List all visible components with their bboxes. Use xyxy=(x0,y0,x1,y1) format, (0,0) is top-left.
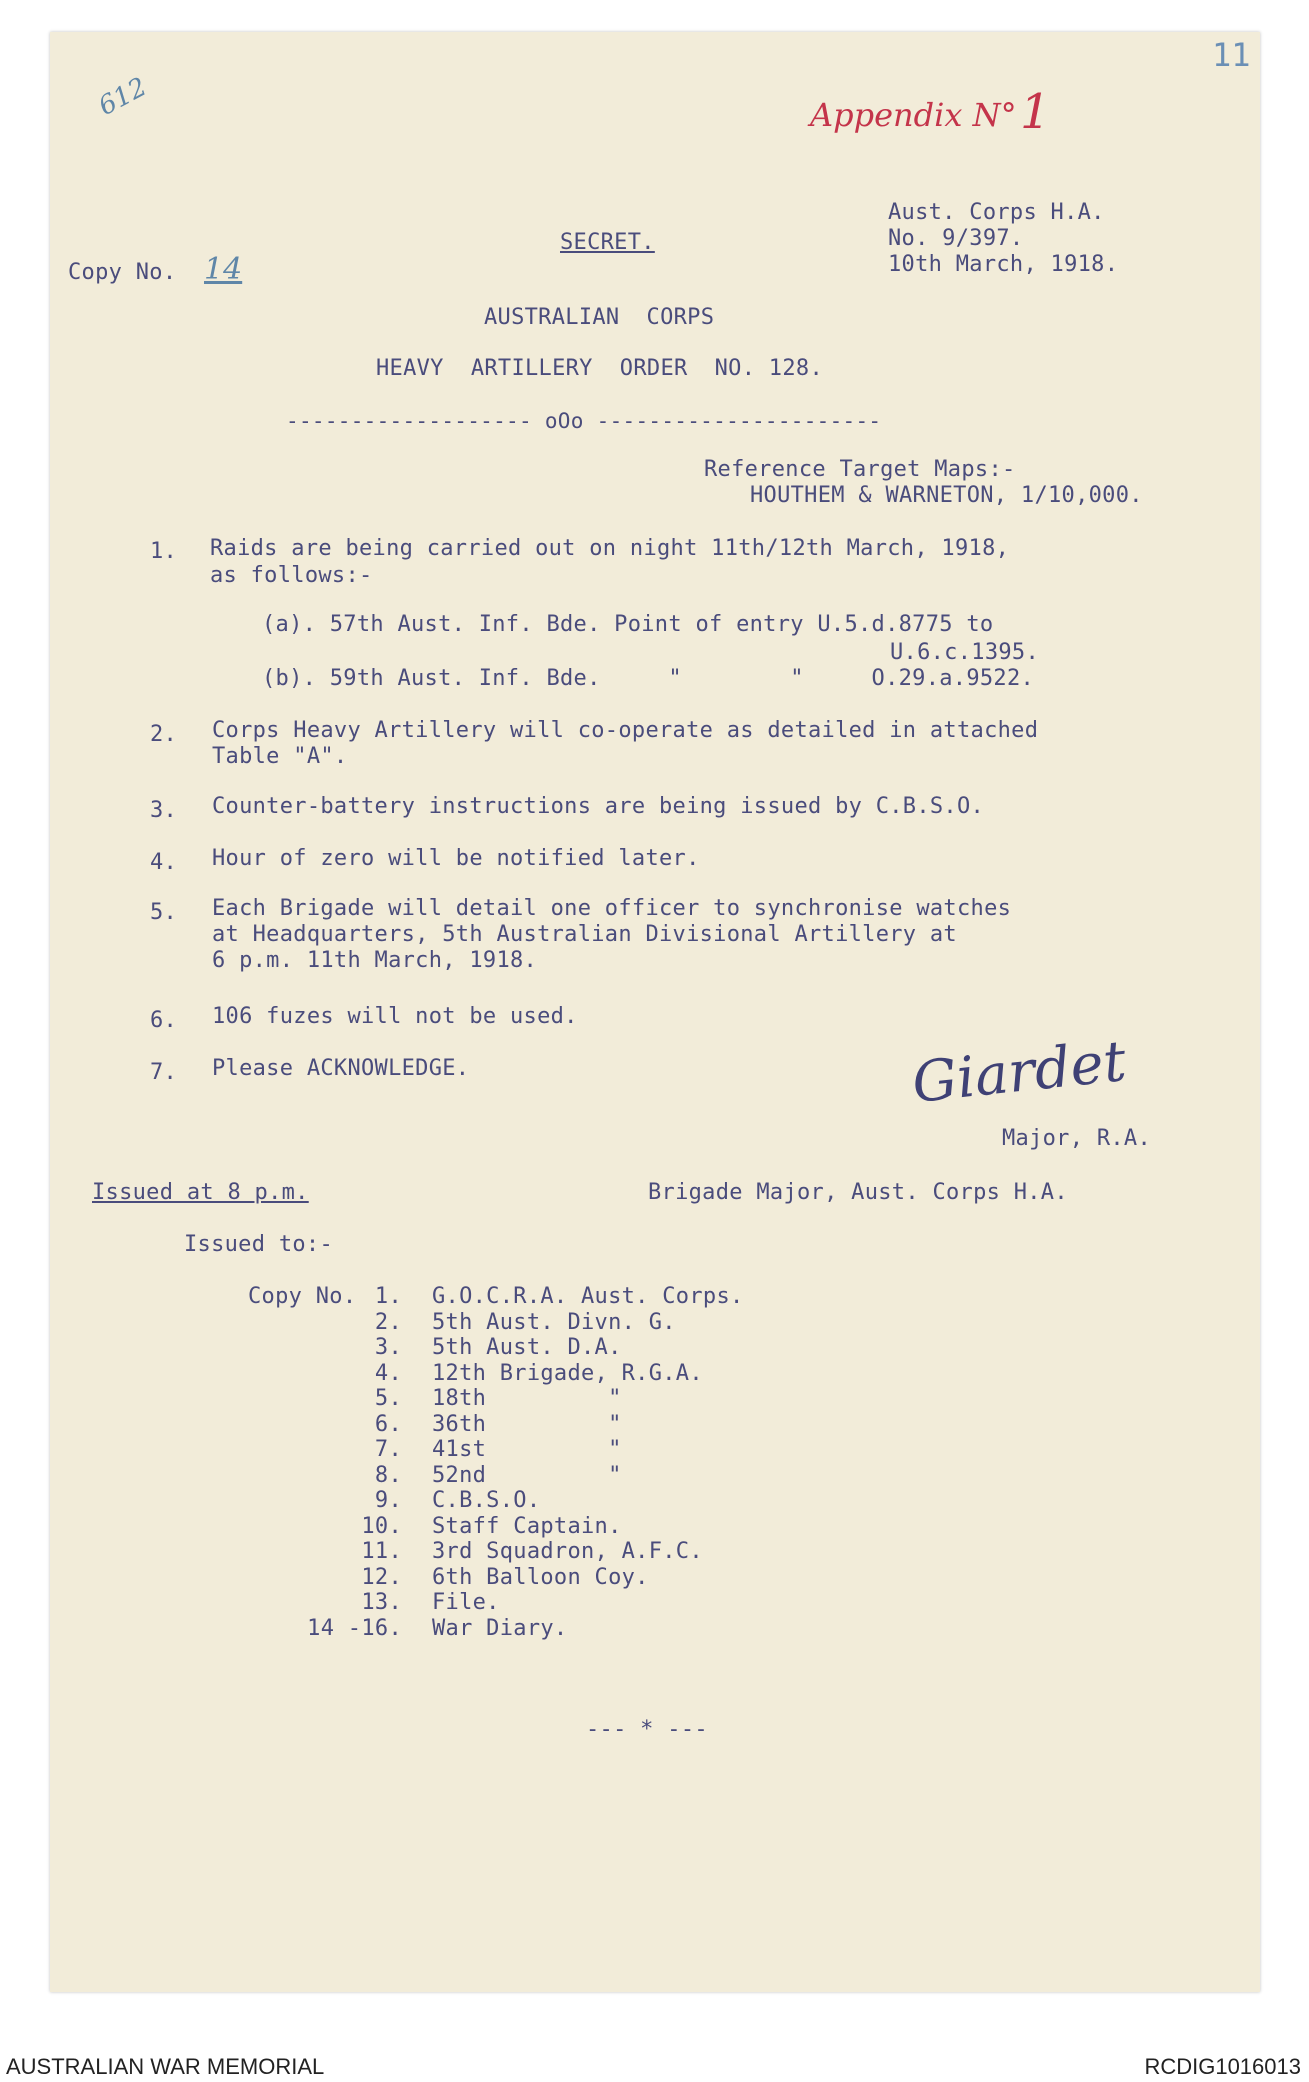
para-2-number: 2. xyxy=(150,722,178,747)
copy-number: 7. xyxy=(374,1437,402,1462)
para-6: 106 fuzes will not be used. xyxy=(212,1004,578,1029)
copy-number: 3. xyxy=(374,1335,402,1360)
copy-recipient: 52nd " xyxy=(432,1462,622,1488)
appendix-label: Appendix N° xyxy=(810,96,1017,134)
para-5-line-3: 6 p.m. 11th March, 1918. xyxy=(212,948,538,973)
copy-number: 1. xyxy=(374,1284,402,1309)
copy-recipient: C.B.S.O. xyxy=(432,1488,541,1513)
para-5-line-2: at Headquarters, 5th Australian Divisional Artillery at xyxy=(212,922,957,947)
copy-number: 11. xyxy=(361,1539,402,1564)
para-1-line-1: Raids are being carried out on night 11th/12th March, 1918, xyxy=(210,536,1010,561)
pencil-number: 612 xyxy=(93,72,152,122)
copy-recipient: Staff Captain. xyxy=(432,1513,622,1539)
copy-number: 12. xyxy=(361,1564,402,1590)
copy-recipient: G.O.C.R.A. Aust. Corps. xyxy=(432,1284,744,1309)
para-4-number: 4. xyxy=(150,850,178,875)
copy-number: 4. xyxy=(374,1360,402,1386)
para-3: Counter-battery instructions are being issued by C.B.S.O. xyxy=(212,794,985,819)
para-6-number: 6. xyxy=(150,1008,178,1033)
para-1a: (a). 57th Aust. Inf. Bde. Point of entry U.5.d.8775 to xyxy=(262,612,994,637)
copy-number-handwritten: 14 xyxy=(204,252,243,287)
para-7: Please ACKNOWLEDGE. xyxy=(212,1056,470,1081)
para-3-number: 3. xyxy=(150,798,178,823)
copy-no-label: Copy No. xyxy=(68,260,177,285)
copy-number: 2. xyxy=(374,1309,402,1335)
copy-number: 8. xyxy=(374,1462,402,1488)
page-number: 11 xyxy=(1212,36,1251,74)
copy-recipient: 5th Aust. D.A. xyxy=(432,1335,622,1360)
para-5-number: 5. xyxy=(150,900,178,925)
para-2-line-1: Corps Heavy Artillery will co-operate as detailed in attached xyxy=(212,718,1039,743)
copy-recipient: War Diary. xyxy=(432,1615,568,1641)
issued-at: Issued at 8 p.m. xyxy=(92,1180,309,1205)
copy-number: 10. xyxy=(361,1513,402,1539)
copy-prefix: Copy No. xyxy=(248,1284,357,1309)
copy-number: 13. xyxy=(361,1590,402,1615)
para-1a-continued: U.6.c.1395. xyxy=(890,640,1039,665)
appendix-number: 1 xyxy=(1020,84,1051,140)
footer-credit: AUSTRALIAN WAR MEMORIAL xyxy=(6,2054,325,2079)
copy-recipient: 41st " xyxy=(432,1437,622,1462)
end-mark: --- * --- xyxy=(586,1717,708,1742)
reference-line-1: Reference Target Maps:- xyxy=(704,457,1016,482)
signatory-rank: Major, R.A. xyxy=(1002,1126,1151,1151)
para-1-number: 1. xyxy=(150,539,178,564)
reference-line-2: HOUTHEM & WARNETON, 1/10,000. xyxy=(750,483,1143,508)
copy-recipient: File. xyxy=(432,1590,500,1615)
para-4: Hour of zero will be notified later. xyxy=(212,846,700,871)
title-divider: ------------------- oOo ---------------------- xyxy=(286,409,882,433)
copy-number: 6. xyxy=(374,1411,402,1437)
corps-designation: Aust. Corps H.A. xyxy=(888,200,1105,225)
copy-number: 9. xyxy=(374,1488,402,1513)
para-1b: (b). 59th Aust. Inf. Bde. " " O.29.a.9522. xyxy=(262,666,1035,691)
para-1-line-2: as follows:- xyxy=(210,563,373,588)
para-5-line-1: Each Brigade will detail one officer to synchronise watches xyxy=(212,896,1012,921)
para-2-line-2: Table "A". xyxy=(212,744,348,769)
para-7-number: 7. xyxy=(150,1060,178,1085)
signature: Giardet xyxy=(909,1028,1130,1117)
copy-recipient: 5th Aust. Divn. G. xyxy=(432,1309,676,1335)
footer-id: RCDIG1016013 xyxy=(1144,2054,1301,2079)
order-date: 10th March, 1918. xyxy=(888,252,1119,277)
title-line-1: AUSTRALIAN CORPS xyxy=(484,305,715,330)
copy-recipient: 12th Brigade, R.G.A. xyxy=(432,1360,703,1386)
copy-recipient: 36th " xyxy=(432,1411,622,1437)
secret-heading: SECRET. xyxy=(560,230,655,255)
copy-recipient: 18th " xyxy=(432,1386,622,1411)
footer xyxy=(0,2052,1309,2082)
reference-number: No. 9/397. xyxy=(888,226,1024,251)
title-line-2: HEAVY ARTILLERY ORDER NO. 128. xyxy=(376,356,823,381)
copy-number: 5. xyxy=(374,1386,402,1411)
copy-number: 14 -16. xyxy=(307,1615,402,1641)
issued-to-label: Issued to:- xyxy=(184,1232,333,1257)
copy-recipient: 3rd Squadron, A.F.C. xyxy=(432,1539,703,1564)
signatory-title: Brigade Major, Aust. Corps H.A. xyxy=(648,1180,1068,1205)
copy-recipient: 6th Balloon Coy. xyxy=(432,1564,649,1590)
